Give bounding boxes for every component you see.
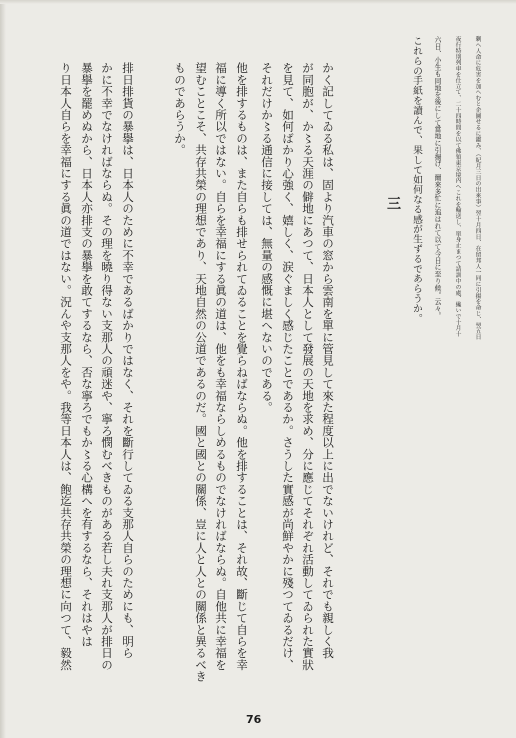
body-text-column: かに不幸でなければならぬ。その理を曉り得ない支那人の頑迷や、寧ろ憫むべきものがある若し夫れ支那人が排日の	[100, 62, 114, 671]
body-text-column: 福に導く所以ではない。自らを幸福にする眞の道は、他をも幸福ならしめるものでなければならぬ。自他共に幸福を	[214, 62, 228, 671]
section-heading: 三	[385, 196, 401, 213]
body-text-column: 排日排貨の暴擧は、日本人のために不幸であるばかりではなく、それを斷行してゐる支那人自らのためにも、明ら	[121, 62, 135, 659]
top-text-column: 六日、小生も同地を後にして當地に引揚げ、爾來多忙に追はれて以て今日に至り候。云々。	[433, 36, 441, 319]
scan-edge-left	[0, 0, 6, 738]
body-text-column: ものであらうか。	[173, 62, 187, 156]
body-text-column: 他を排するものは、また自らも排せられてゐることを覺らねばならぬ。他を排することは、それ故、斷じて自らを幸	[235, 62, 249, 671]
top-text-column: これらの手紙を讀んで、果して如何なる感が生ずるであらうか。	[411, 36, 422, 324]
top-text-column: 剰へ人命に危害を加へむと企圖せるに鑑み、（紀月三日の出來事）翌十月四日、在留邦人一同に引揚を命じ、翌五日	[474, 36, 480, 340]
body-text-column: 望むことこそ、共存共榮の理想であり、天地自然の公道であるのだ。國と國との關係、豈に人と人との關係と異るべき	[194, 62, 208, 683]
body-text-column: り日本人自らを幸福にする眞の道ではない。況んや支那人をや。我等日本人は、飽迄共存共榮の理想に向つて、毅然	[59, 62, 73, 671]
body-text-column: かく記してゐる私は、固より汽車の窓から雲南を單に管見して來た程度以上に出でないけれど、それでも親しく我	[321, 62, 335, 659]
body-text-column: を見て、如何ばかり心強く、嬉しく、涙ぐましく感じたことであるか。さうした實感が尚鮮やかに殘つてゐるだけ、	[281, 62, 295, 671]
scan-edge-top	[0, 0, 516, 4]
body-text-column: が同胞が、か〻る天涯の僻地にあつて、日本人として發展の天地を求め、分に應じてそれぞれ活動してゐられた實狀	[301, 62, 315, 671]
top-text-column: 夜行特別列車を仕立て、二十四時間を以て佛領東京境内へこれを輸送し、單身止まつて請訓中の處、纔いで十月十	[454, 36, 460, 337]
page-number: 76	[246, 713, 262, 726]
body-text-column: それだけか〻る通信に接しては、無量の感慨に堪へないのである。	[260, 62, 274, 413]
body-text-column: 暴擧を罷めぬから、日本人亦排支の暴擧を敢てするなら、否な寧ろでもか〻る心構へを有するなら、それはやは	[80, 62, 94, 647]
